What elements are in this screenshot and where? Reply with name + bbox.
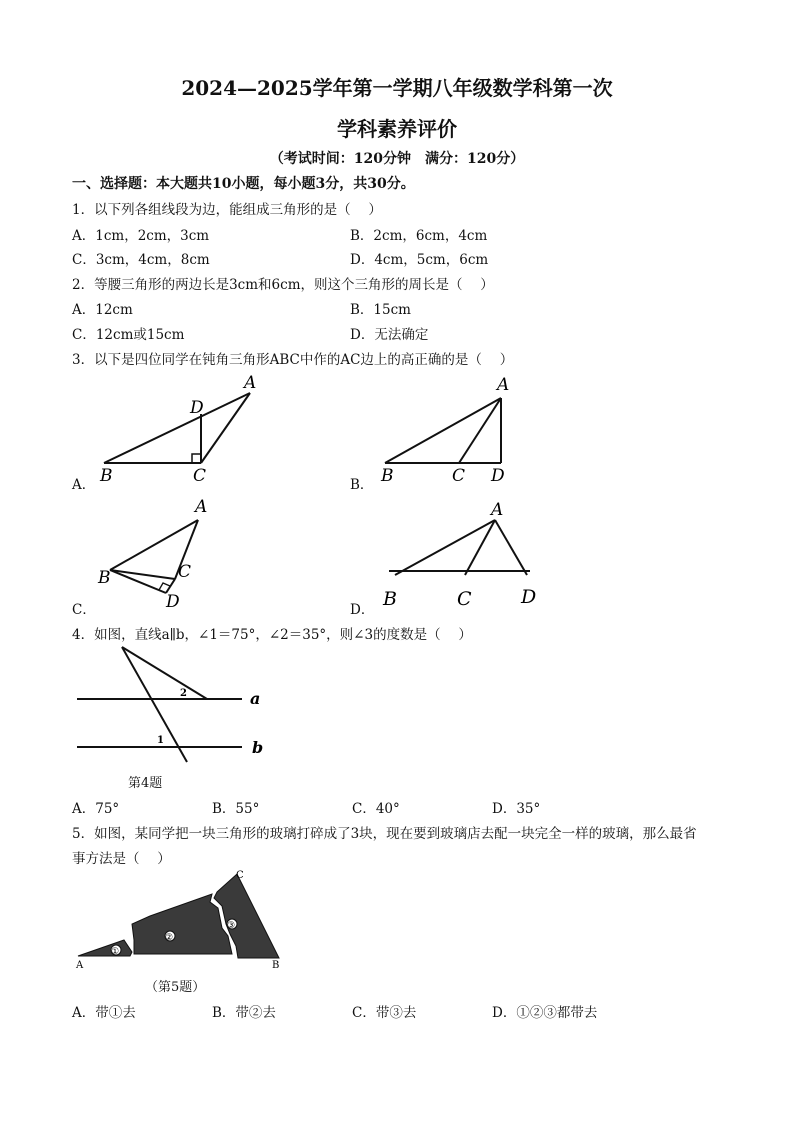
q4-label-2: 2 bbox=[180, 688, 187, 699]
q5-label-piece2: ② bbox=[165, 933, 174, 943]
q3-figure-d bbox=[375, 495, 550, 613]
question-2-stem: 2．等腰三角形的两边长是3cm和6cm，则这个三角形的周长是（ ） bbox=[72, 277, 494, 293]
q2-option-c: C．12cm或15cm bbox=[72, 327, 185, 343]
question-5-stem-line2: 事方法是（ ） bbox=[72, 851, 171, 867]
q5-caption: （第5题） bbox=[145, 980, 206, 995]
q3b-label-c: C bbox=[452, 466, 466, 486]
q4-option-a: A．75° bbox=[72, 801, 120, 817]
q3d-label-d: D bbox=[521, 586, 537, 608]
q1-option-d: D．4cm，5cm，6cm bbox=[350, 252, 489, 268]
q3-figure-b bbox=[375, 368, 535, 488]
q2-option-a: A．12cm bbox=[72, 302, 133, 318]
exam-title-line1: 2024—2025学年第一学期八年级数学科第一次 bbox=[181, 76, 613, 100]
q3a-label-c: C bbox=[193, 466, 207, 486]
q3c-label-c: C bbox=[178, 562, 192, 582]
q3-option-c: C． bbox=[72, 602, 96, 618]
q5-option-a: A．带①去 bbox=[72, 1005, 136, 1021]
q1-option-a: A．1cm，2cm，3cm bbox=[72, 228, 210, 244]
question-1-stem: 1．以下列各组线段为边，能组成三角形的是（ ） bbox=[72, 202, 382, 218]
q4-label-a: a bbox=[250, 689, 261, 708]
question-3-stem: 3．以下是四位同学在钝角三角形ABC中作的AC边上的高正确的是（ ） bbox=[72, 352, 514, 368]
question-5-stem-line1: 5．如图，某同学把一块三角形的玻璃打碎成了3块，现在要到玻璃店去配一块完全一样的玻璃，那么最省 bbox=[72, 826, 697, 842]
q3a-label-d: D bbox=[190, 398, 204, 418]
q3-option-a: A． bbox=[72, 477, 96, 493]
q3d-label-c: C bbox=[457, 588, 472, 610]
q5-label-b: B bbox=[272, 960, 280, 971]
q4-option-d: D．35° bbox=[492, 801, 541, 817]
section-heading: 一、选择题：本大题共10小题，每小题3分，共30分。 bbox=[72, 176, 415, 192]
q5-option-b: B．带②去 bbox=[212, 1005, 276, 1021]
q3b-label-b: B bbox=[381, 466, 394, 486]
q3d-label-a: A bbox=[491, 500, 504, 520]
q4-figure bbox=[72, 642, 282, 772]
q2-option-b: B．15cm bbox=[350, 302, 411, 318]
q4-label-1: 1 bbox=[157, 735, 164, 746]
q3c-label-a: A bbox=[195, 497, 208, 517]
q1-option-b: B．2cm，6cm，4cm bbox=[350, 228, 488, 244]
q4-option-b: B．55° bbox=[212, 801, 260, 817]
q5-figure bbox=[72, 866, 287, 974]
q3a-label-a: A bbox=[244, 373, 257, 393]
q5-option-c: C．带③去 bbox=[352, 1005, 417, 1021]
q5-label-c: C bbox=[236, 870, 244, 881]
q3c-label-d: D bbox=[166, 592, 180, 612]
question-4-stem: 4．如图，直线a∥b，∠1＝75°，∠2＝35°，则∠3的度数是（ ） bbox=[72, 627, 472, 643]
q2-option-d: D．无法确定 bbox=[350, 327, 429, 343]
q3-figure-c bbox=[90, 495, 210, 615]
q3b-label-a: A bbox=[497, 375, 510, 395]
q5-label-piece3: ③ bbox=[227, 921, 236, 931]
q3-figure-a bbox=[90, 368, 265, 488]
q1-option-c: C．3cm，4cm，8cm bbox=[72, 252, 210, 268]
q4-label-b: b bbox=[252, 738, 264, 757]
q3d-label-b: B bbox=[383, 588, 397, 610]
q3a-label-b: B bbox=[100, 466, 113, 486]
exam-info: （考试时间：120分钟 满分：120分） bbox=[269, 151, 525, 167]
q5-option-d: D．①②③都带去 bbox=[492, 1005, 598, 1021]
q3-option-d: D． bbox=[350, 602, 375, 618]
q3b-label-d: D bbox=[491, 466, 505, 486]
exam-title-line2: 学科素养评价 bbox=[337, 117, 457, 141]
q4-option-c: C．40° bbox=[352, 801, 400, 817]
q5-label-a: A bbox=[76, 960, 84, 971]
q5-label-piece1: ① bbox=[111, 947, 120, 957]
q3c-label-b: B bbox=[98, 568, 111, 588]
q3-option-b: B． bbox=[350, 477, 374, 493]
q4-caption: 第4题 bbox=[128, 776, 163, 791]
